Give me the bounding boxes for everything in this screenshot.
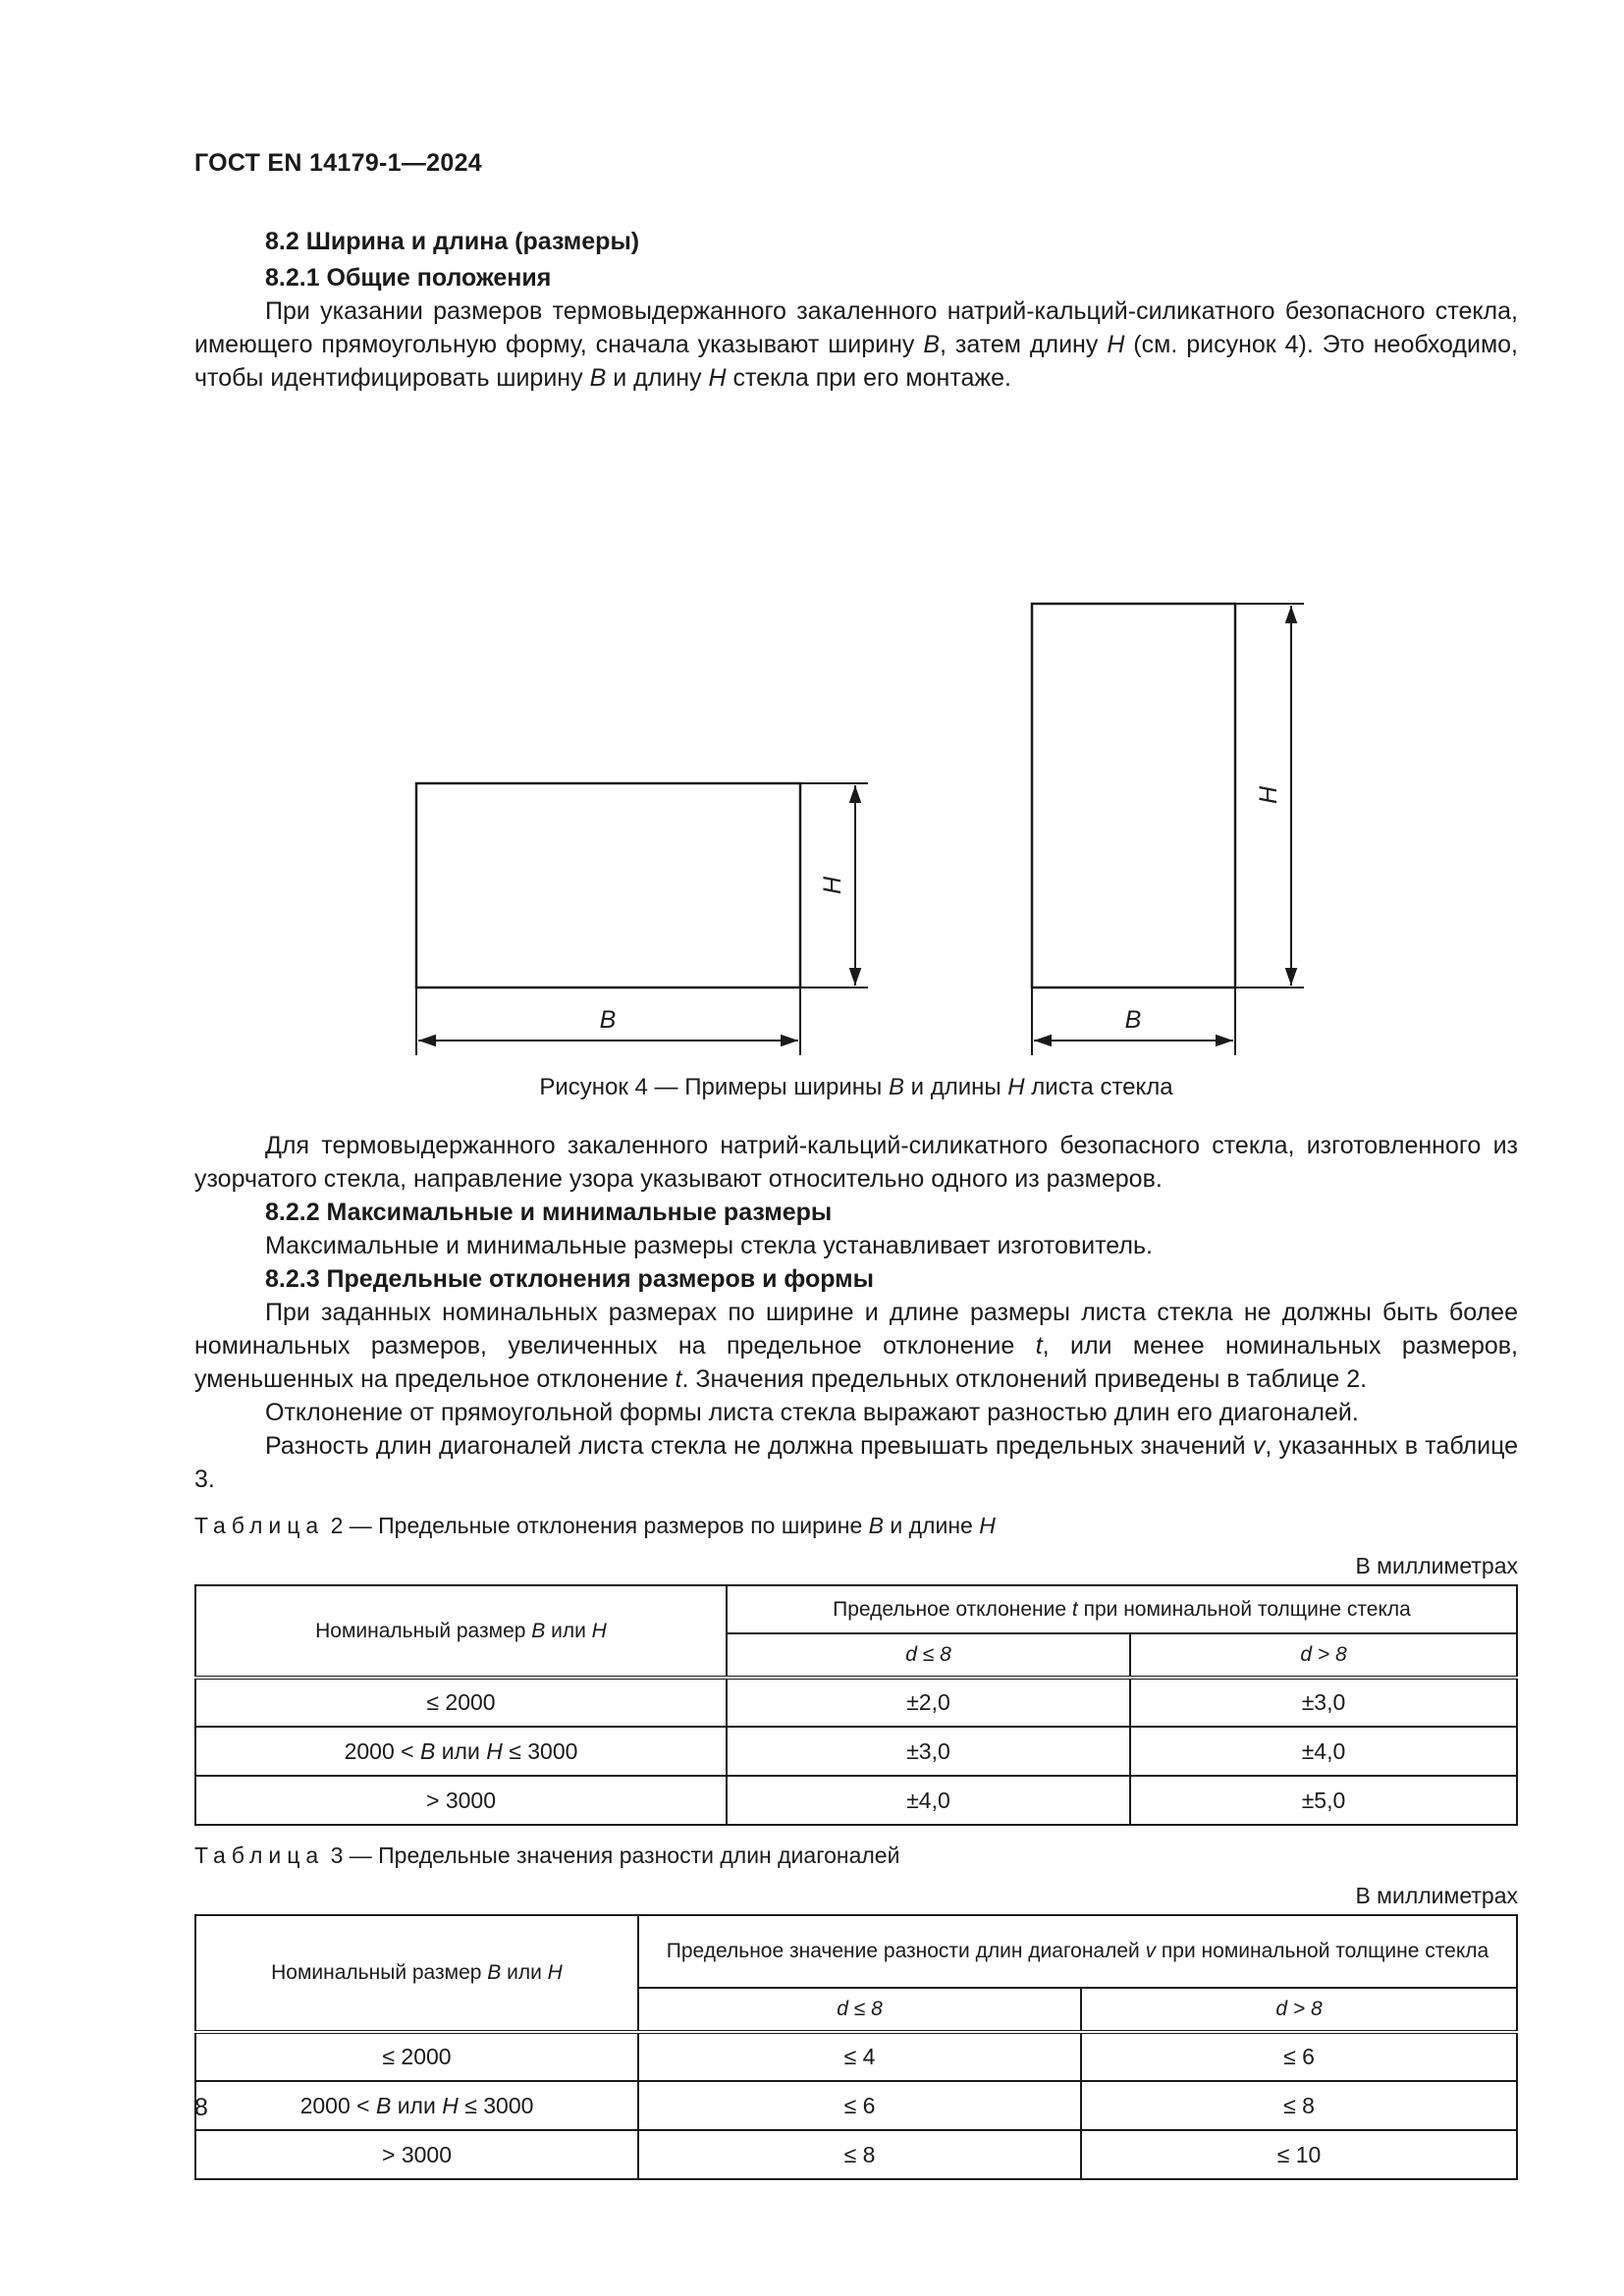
table-cell: ≤ 6	[638, 2081, 1081, 2130]
table-row	[195, 1678, 1517, 1727]
paragraph-squareness: Отклонение от прямоугольной формы листа стекла выражают разностью длин его диагоналей.	[265, 1399, 1359, 1426]
table-header-row	[195, 1915, 1517, 1988]
figure-4	[194, 395, 1518, 1034]
header-tolerance: Предельное отклонение t при номинальной толщине стекла	[727, 1585, 1517, 1633]
table-3-caption: Таблица 3 — Предельные значения разности длин диагоналей	[194, 1842, 900, 1868]
paragraph-diagonals: Разность длин диагоналей листа стекла не должна превышать предельных значений v, указанных в таблице 3.	[194, 1432, 1519, 1493]
table-cell: 2000 < B или H ≤ 3000	[195, 2081, 638, 2130]
table-cell: ±3,0	[727, 1727, 1130, 1776]
subheader-thick: d > 8	[1130, 1633, 1517, 1678]
paragraph-tolerance: При заданных номинальных размерах по ширине и длине размеры листа стекла не должны быть более номинальных размеров, увеличенных на предельное отклонение t, или менее номинальных размеров, уменьшенных на предельное отклонение t. Значения предельных отклонений приведены в таблице 2.	[194, 1299, 1518, 1393]
table-cell: ≤ 2000	[195, 1678, 727, 1727]
table-row	[195, 1776, 1517, 1825]
document-header: ГОСТ EN 14179-1—2024	[194, 149, 482, 177]
table-row	[195, 2032, 1517, 2081]
label-h-2: H	[1255, 785, 1282, 805]
header-nominal-size: Номинальный размер B или H	[195, 1585, 727, 1678]
table-cell: ±2,0	[727, 1678, 1130, 1727]
table-cell: > 3000	[195, 2130, 638, 2179]
section-8-2-title: 8.2 Ширина и длина (размеры)	[265, 228, 640, 255]
section-8-2-3-title: 8.2.3 Предельные отклонения размеров и формы	[265, 1265, 875, 1293]
table-3	[194, 1914, 1518, 2180]
label-b-1: B	[599, 1006, 617, 1034]
subheader-thin: d ≤ 8	[638, 1988, 1081, 2032]
table-cell: ≤ 2000	[195, 2032, 638, 2081]
table-2-caption: Таблица 2 — Предельные отклонения размеров по ширине B и длине H	[194, 1513, 996, 1538]
table-cell: ≤ 10	[1081, 2130, 1517, 2179]
page-number: 8	[194, 2094, 208, 2121]
table-2-unit: В миллиметрах	[1355, 1553, 1518, 1578]
table-cell: ±4,0	[727, 1776, 1130, 1825]
table-cell: ±3,0	[1130, 1678, 1517, 1727]
table-cell: ≤ 8	[638, 2130, 1081, 2179]
table-row	[195, 2130, 1517, 2179]
table-cell: ±4,0	[1130, 1727, 1517, 1776]
figure-4-drawing	[194, 395, 1518, 1034]
table-cell: > 3000	[195, 1776, 727, 1825]
figure-4-caption: Рисунок 4 — Примеры ширины B и длины H листа стекла	[539, 1074, 1173, 1100]
table-cell: ≤ 8	[1081, 2081, 1517, 2130]
label-b-2: B	[1124, 1006, 1142, 1034]
table-cell: ≤ 6	[1081, 2032, 1517, 2081]
paragraph-pattern-glass: Для термовыдержанного закаленного натрий-кальций-силикатного безопасного стекла, изготовленного из узорчатого стекла, направление узора указывают относительно одного из размеров.	[194, 1132, 1518, 1193]
section-8-2-1-title: 8.2.1 Общие положения	[265, 264, 552, 292]
section-8-2-2-title: 8.2.2 Максимальные и минимальные размеры	[265, 1199, 833, 1226]
table-cell: 2000 < B или H ≤ 3000	[195, 1727, 727, 1776]
paragraph-max-min: Максимальные и минимальные размеры стекла устанавливает изготовитель.	[265, 1232, 1153, 1259]
subheader-thick: d > 8	[1081, 1988, 1517, 2032]
table-3-unit: В миллиметрах	[1355, 1883, 1518, 1908]
page-content	[194, 224, 1518, 2180]
table-row	[195, 2081, 1517, 2130]
table-row	[195, 1727, 1517, 1776]
vertical-sheet-rect	[1032, 604, 1235, 988]
horizontal-sheet-rect	[416, 783, 800, 988]
subheader-thin: d ≤ 8	[727, 1633, 1130, 1678]
table-2	[194, 1584, 1518, 1826]
header-diagonal-limit: Предельное значение разности длин диагоналей v при номинальной толщине стекла	[638, 1915, 1517, 1988]
table-header-row	[195, 1585, 1517, 1633]
paragraph-dimensions-order: При указании размеров термовыдержанного закаленного натрий-кальций-силикатного безопасного стекла, имеющего прямоугольную форму, сначала указывают ширину B, затем длину H (см. рисунок 4). Это необходимо, чтобы идентифицировать ширину B и длину H стекла при его монтаже.	[194, 297, 1518, 392]
label-h-1: H	[819, 876, 846, 895]
table-cell: ≤ 4	[638, 2032, 1081, 2081]
header-nominal-size: Номинальный размер B или H	[195, 1915, 638, 2032]
table-cell: ±5,0	[1130, 1776, 1517, 1825]
